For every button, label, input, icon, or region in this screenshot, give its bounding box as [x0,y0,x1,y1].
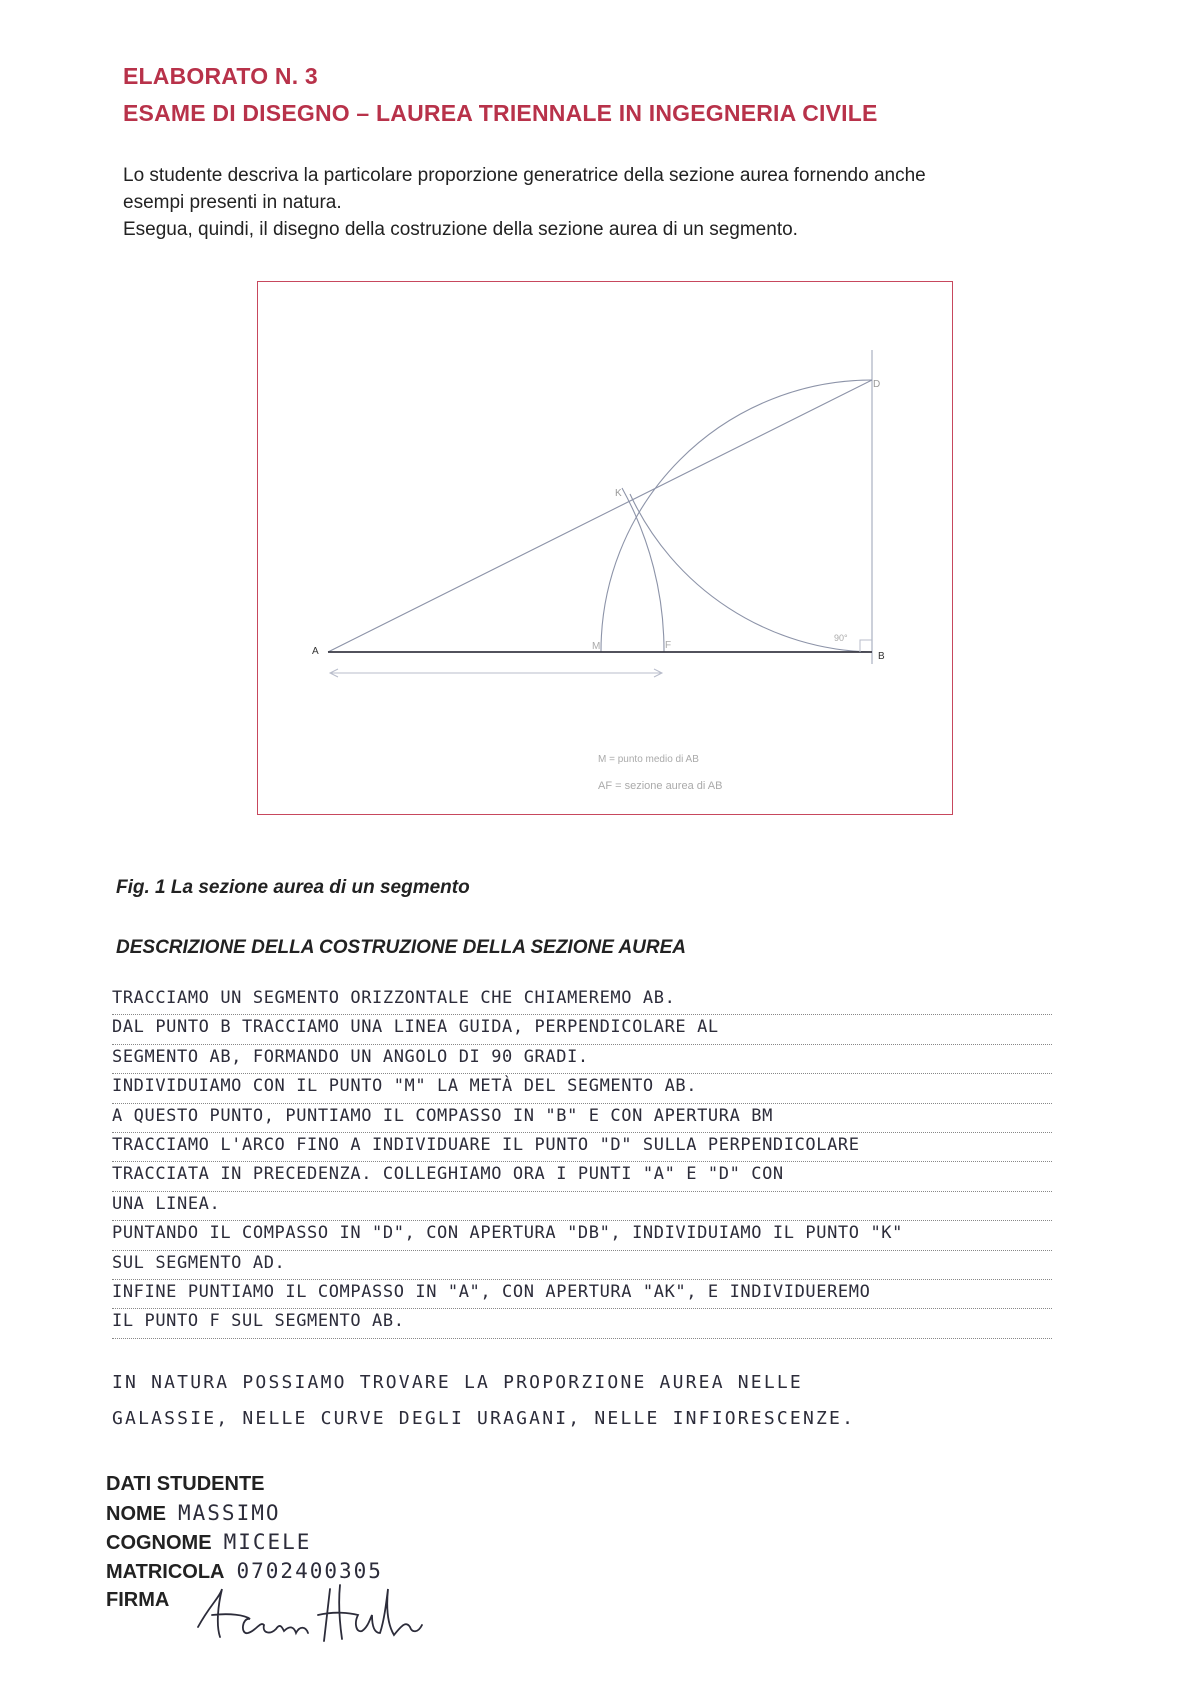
student-heading: DATI STUDENTE [106,1473,265,1495]
right-angle-mark [860,640,872,652]
label-f: F [665,640,672,651]
prompt-line: Esegua, quindi, il disegno della costruzione della sezione aurea di un segmento. [123,219,798,240]
id-label: MATRICOLA [106,1561,225,1583]
exam-header [123,58,878,132]
label-m: M [592,641,601,652]
description-line: TRACCIAMO L'ARCO FINO A INDIVIDUARE IL PUNTO "D" SULLA PERPENDICOLARE [112,1133,1052,1162]
nature-examples [112,1365,1122,1437]
description-block [112,986,1112,1339]
nature-line: IN NATURA POSSIAMO TROVARE LA PROPORZIONE AUREA NELLE [112,1372,803,1393]
description-line: IL PUNTO F SUL SEGMENTO AB. [112,1309,1052,1338]
section-title: DESCRIZIONE DELLA COSTRUZIONE DELLA SEZIONE AUREA [116,937,687,958]
label-d: D [873,379,881,390]
figure-frame [257,281,953,815]
arc-k-b [630,494,872,652]
name-label: NOME [106,1503,166,1525]
surname-label: COGNOME [106,1532,212,1554]
exam-prompt [123,162,1083,243]
exam-title: ESAME DI DISEGNO – LAUREA TRIENNALE IN INGEGNERIA CIVILE [123,100,878,126]
signature-stroke [318,1585,422,1641]
surname-value: MICELE [223,1530,312,1554]
description-line: SEGMENTO AB, FORMANDO UN ANGOLO DI 90 GRADI. [112,1045,1052,1074]
description-line: INDIVIDUIAMO CON IL PUNTO "M" LA METÀ DEL SEGMENTO AB. [112,1074,1052,1103]
signature-drawing [190,1575,450,1655]
description-line: INFINE PUNTIAMO IL COMPASSO IN "A", CON APERTURA "AK", E INDIVIDUEREMO [112,1280,1052,1309]
label-angle: 90° [834,633,848,643]
legend-af: AF = sezione aurea di AB [598,780,723,792]
arc-k-f [622,488,664,652]
description-line: TRACCIATA IN PRECEDENZA. COLLEGHIAMO ORA I PUNTI "A" E "D" CON [112,1162,1052,1191]
description-line: UNA LINEA. [112,1192,1052,1221]
description-line: DAL PUNTO B TRACCIAMO UNA LINEA GUIDA, PERPENDICOLARE AL [112,1015,1052,1044]
name-value: MASSIMO [178,1501,281,1525]
nature-line: GALASSIE, NELLE CURVE DEGLI URAGANI, NELLE INFIORESCENZE. [112,1408,856,1429]
student-name-row [106,1499,383,1528]
description-line: PUNTANDO IL COMPASSO IN "D", CON APERTURA "DB", INDIVIDUIAMO IL PUNTO "K" [112,1221,1052,1250]
description-line: TRACCIAMO UN SEGMENTO ORIZZONTALE CHE CHIAMEREMO AB. [112,986,1052,1015]
student-surname-row [106,1528,383,1557]
id-value: 0702400305 [236,1559,383,1583]
prompt-line: Lo studente descriva la particolare proporzione generatrice della sezione aurea fornendo anche [123,165,926,186]
prompt-line: esempi presenti in natura. [123,192,342,213]
label-a: A [312,646,319,657]
figure-caption: Fig. 1 La sezione aurea di un segmento [116,877,470,898]
description-line: A QUESTO PUNTO, PUNTIAMO IL COMPASSO IN "B" E CON APERTURA BM [112,1104,1052,1133]
description-line: SUL SEGMENTO AD. [112,1251,1052,1280]
line-ad [328,380,872,652]
label-k: K [615,488,622,499]
handwritten-signature [190,1575,450,1660]
signature-label: FIRMA [106,1589,170,1611]
golden-section-diagram [258,282,954,816]
label-b: B [878,651,885,662]
exam-number: ELABORATO N. 3 [123,63,318,89]
legend-m: M = punto medio di AB [598,754,699,765]
signature-stroke [198,1589,308,1637]
